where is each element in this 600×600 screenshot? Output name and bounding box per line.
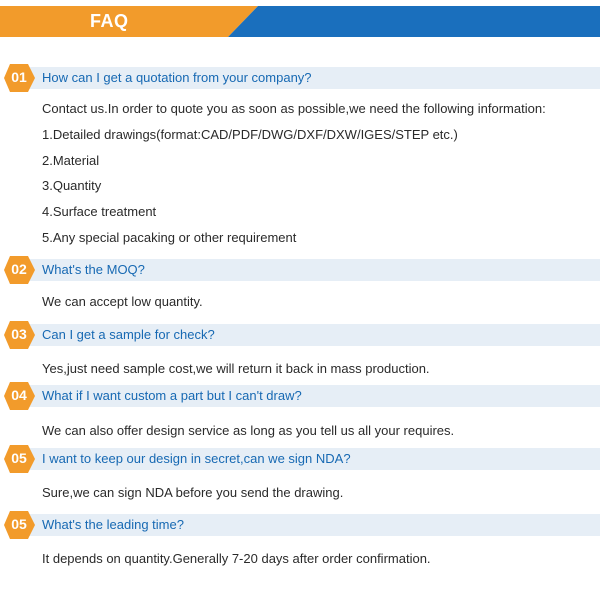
badge-number: 01 [11, 69, 27, 85]
question-text: Can I get a sample for check? [42, 327, 215, 342]
answer-line: Yes,just need sample cost,we will return it back in mass production. [42, 361, 430, 376]
answer-line: 5.Any special pacaking or other requirement [42, 230, 297, 245]
number-badge [4, 64, 36, 92]
answer-line: 2.Material [42, 153, 100, 168]
answer-line: 3.Quantity [42, 178, 102, 193]
question-text: What's the MOQ? [42, 262, 145, 277]
answer-line: We can also offer design service as long as you tell us all your requires. [42, 423, 455, 438]
number-badge [4, 445, 36, 473]
number-badge [4, 256, 36, 284]
answer-line: Sure,we can sign NDA before you send the drawing. [42, 485, 344, 500]
number-badge [4, 382, 36, 410]
number-badge [4, 511, 36, 539]
question-text: What if I want custom a part but I can't draw? [42, 388, 302, 403]
number-badge [4, 321, 36, 349]
answer-line: 1.Detailed drawings(format:CAD/PDF/DWG/DXF/DXW/IGES/STEP etc.) [42, 127, 458, 142]
badge-number: 05 [11, 516, 27, 532]
badge-number: 04 [11, 387, 27, 403]
question-text: I want to keep our design in secret,can we sign NDA? [42, 451, 351, 466]
badge-number: 05 [11, 450, 27, 466]
question-text: What's the leading time? [42, 517, 184, 532]
answer-line: 4.Surface treatment [42, 204, 157, 219]
faq-header [0, 6, 600, 37]
answer-line: We can accept low quantity. [42, 294, 203, 309]
answer-line: It depends on quantity.Generally 7-20 days after order confirmation. [42, 551, 431, 566]
question-text: How can I get a quotation from your company? [42, 70, 312, 85]
answer-line: Contact us.In order to quote you as soon as possible,we need the following information: [42, 101, 546, 116]
badge-number: 03 [11, 326, 27, 342]
badge-number: 02 [11, 261, 27, 277]
page-title: FAQ [90, 11, 129, 31]
